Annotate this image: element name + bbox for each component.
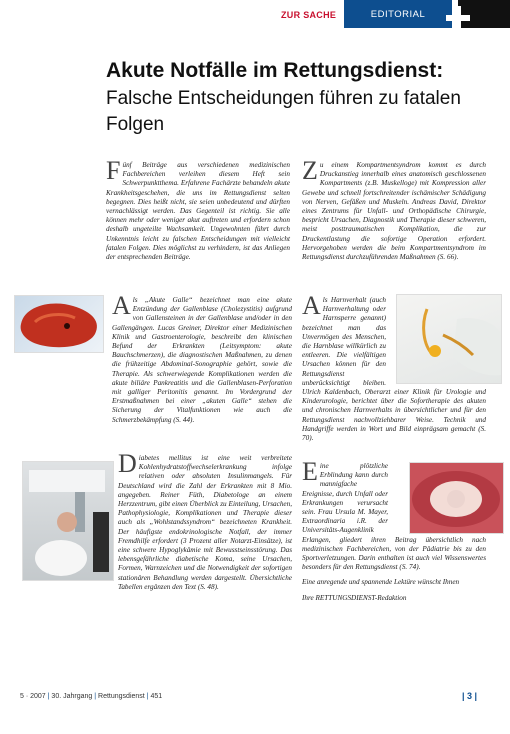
- paragraph-galle: [112, 291, 292, 425]
- catheter-photo: [397, 295, 501, 383]
- ambulance-image: [22, 461, 114, 581]
- page-subtitle: Falsche Entscheidungen führen zu fatalen Folgen: [106, 88, 461, 135]
- drop-cap: A: [302, 291, 321, 320]
- paragraph-text: ünf Beiträge aus verschiedenen medizinischen Fachbereichen verleihen diesem Heft sein Schwerpunktthema. Erfahrene Fachärzte behandeln akute Krankheitsgeschehen, die uns im Rettungsdienst selten begegnen. Dies heißt nicht, sie seien unbedeutend und dürften vernachlässigt werden. Das Gegenteil ist richtig. Sie alle können mehr oder weniger akut auftreten und erfordern schon deshalb ungeteilte Wachsamkeit. Ungewohnten führt durch Unkenntnis leicht zu falschen Entscheidungen mit vielleicht fatalen Folgen. Dies möglichst zu verhindern, ist das Anliegen der entsprechenden Beiträge.: [106, 161, 290, 262]
- paragraph-text: iabetes mellitus ist eine weit verbreitete Kohlenhydratstoffwechselerkrankung infolge relativen oder absoluten Insulinmangels. Für Deutschland wird die Zahl der Erkrankten mit 8 Mio. angegeben. Reiner Füth, Diabetologe an einem Herzzentrum, gibt einen Überblick zu Einteilung, Ursachen, Pathophysiologie, Komplikationen und Therapie dieser auch als „Wohlstandssyndrom“ bezeichneten Krankheit. Der häufigste endokrinologische Notfall, der immer Fremdhilfe erfordert (3 Prozent aller Notarzt-Einsätze), ist eine schwere Hypoglykämie mit Bewusstseinsstörung. Das lebensgefährliche diabetische Koma, seine Ursachen, Formen, Warnzeichen und die Notwendigkeit der sofortigen stationären Behandlung werden dargestellt. Übersichtliche Tabellen ergänzen den Text (S. 48).: [118, 454, 292, 591]
- drop-cap: F: [106, 156, 121, 185]
- drop-cap: Z: [302, 156, 318, 185]
- drop-cap: E: [302, 457, 318, 486]
- paragraph-compartment: [302, 156, 486, 262]
- footer-pages: 451: [150, 693, 163, 700]
- gallbladder-photo: [15, 296, 103, 352]
- catheter-image: [396, 294, 502, 384]
- signoff-text: Ihre RETTUNGSDIENST-Redaktion: [302, 593, 407, 602]
- gallbladder-image: [14, 295, 104, 353]
- paragraph-diabetes: [118, 449, 292, 592]
- paragraph-text: ine plötzliche Erblindung kann durch mannigfache Ereignisse, durch Unfall oder Erkrankungen verursacht sein. Frau Ursula M. Mayer, Extraordinaria i.R. der Universitäts-Augenklinik Erlangen, gliedert ihren Beitrag übersichtlich nach medizinischen Fachbereichen, von der Pädiatrie bis zu den Sportverletzungen. Darin enthalten ist auch viel Wissenswertes besonders für den Rettungsdienst (S. 74).: [302, 462, 486, 572]
- ambulance-interior-photo: [23, 462, 113, 580]
- plus-icon: [446, 6, 470, 30]
- footer-citation: 5 · 2007 | 30. Jahrgang | Rettungsdienst | 451: [20, 693, 163, 700]
- footer-volume: 30. Jahrgang: [51, 693, 93, 700]
- paragraph-text: u einem Kompartmentsyndrom kommt es durch Druckanstieg innerhalb eines anatomisch geschlossenen Kompartments (z.B. Muskelloge) mit Kompression aller Gewebe und schnell fortschreitender ischämischer Schädigung von Nerven, Gefäßen und Muskeln. Andreas David, Direktor eines Zentrums für Unfall- und Orthopädische Chirurgie, bespricht Ursachen, Diagnostik und Therapie dieser schweren, meist posttraumatischen Komplikation, die zur Druckentlastung die sofortige Operation erfordert. Hervorgehoben werden die beim Kompartmentsyndrom im Rettungsdienst durchzuführenden Maßnahmen (S. 66).: [302, 161, 486, 262]
- page-number-value: 3: [467, 691, 473, 701]
- editorial-tab[interactable]: EDITORIAL: [344, 0, 452, 28]
- paragraph-text: ls Harnverhalt (auch Harnverhaltung oder Harnsperre genannt) bezeichnet man das Unvermögen des Menschen, die Harnblase willkürlich zu entleeren. Die vielfältigen Ursachen können für den Rettungsdienst unberücksichtigt bleiben. Ulrich Kaldenbach, Oberarzt einer Klinik für Urologie und Kinderurologie, berichtet über die Sofortherapie des akuten und chronischen Harnverhalts in übersichtlicher und für den Rettungsdienst nachvollziehbarer Weise. Technik und Handgriffe werden in Wort und Bild einprägsam gemacht (S. 70).: [302, 296, 486, 443]
- paragraph-erblindung: [302, 457, 486, 603]
- closing-text: Eine anregende und spannende Lektüre wünscht Ihnen: [302, 578, 460, 587]
- image-spacer: [392, 462, 488, 532]
- paragraph-intro: [106, 156, 290, 262]
- drop-cap: D: [118, 449, 137, 478]
- footer-journal: Rettungsdienst: [98, 693, 145, 700]
- section-label: ZUR SACHE: [281, 10, 337, 20]
- paragraph-text: ls „Akute Galle“ bezeichnet man eine akute Entzündung der Gallenblase (Cholezystitis) aufgrund von Gallensteinen in der Gallenblase und/oder in den Gallengängen. Lucas Greiner, Direktor einer Medizinischen Klinik und Gastroenterologie, beschreibt den klinischen Befund der Erkrankten (Leitsymptom: akute Bauchschmerzen), die diagnostischen Maßnahmen, zu denen die frühzeitige Abdominal-Sonographie gehört, sowie die Therapie. Als schwerwiegende Komplikationen werden die akute biliäre Pankreatitis und die Gallenblasen-Perforation mit galliger Peritonitis genannt. Im Vordergrund der Erstmaßnahmen bei einer „akuten Galle“ stehen die Sicherung der Vitalfunktionen wie auch die Schmerzbekämpfung (S. 44).: [112, 296, 292, 424]
- page-number: | 3 |: [462, 691, 478, 701]
- footer-issue: 5 · 2007: [20, 693, 46, 700]
- page-title: Akute Notfälle im Rettungsdienst:: [106, 59, 444, 82]
- drop-cap: A: [112, 291, 131, 320]
